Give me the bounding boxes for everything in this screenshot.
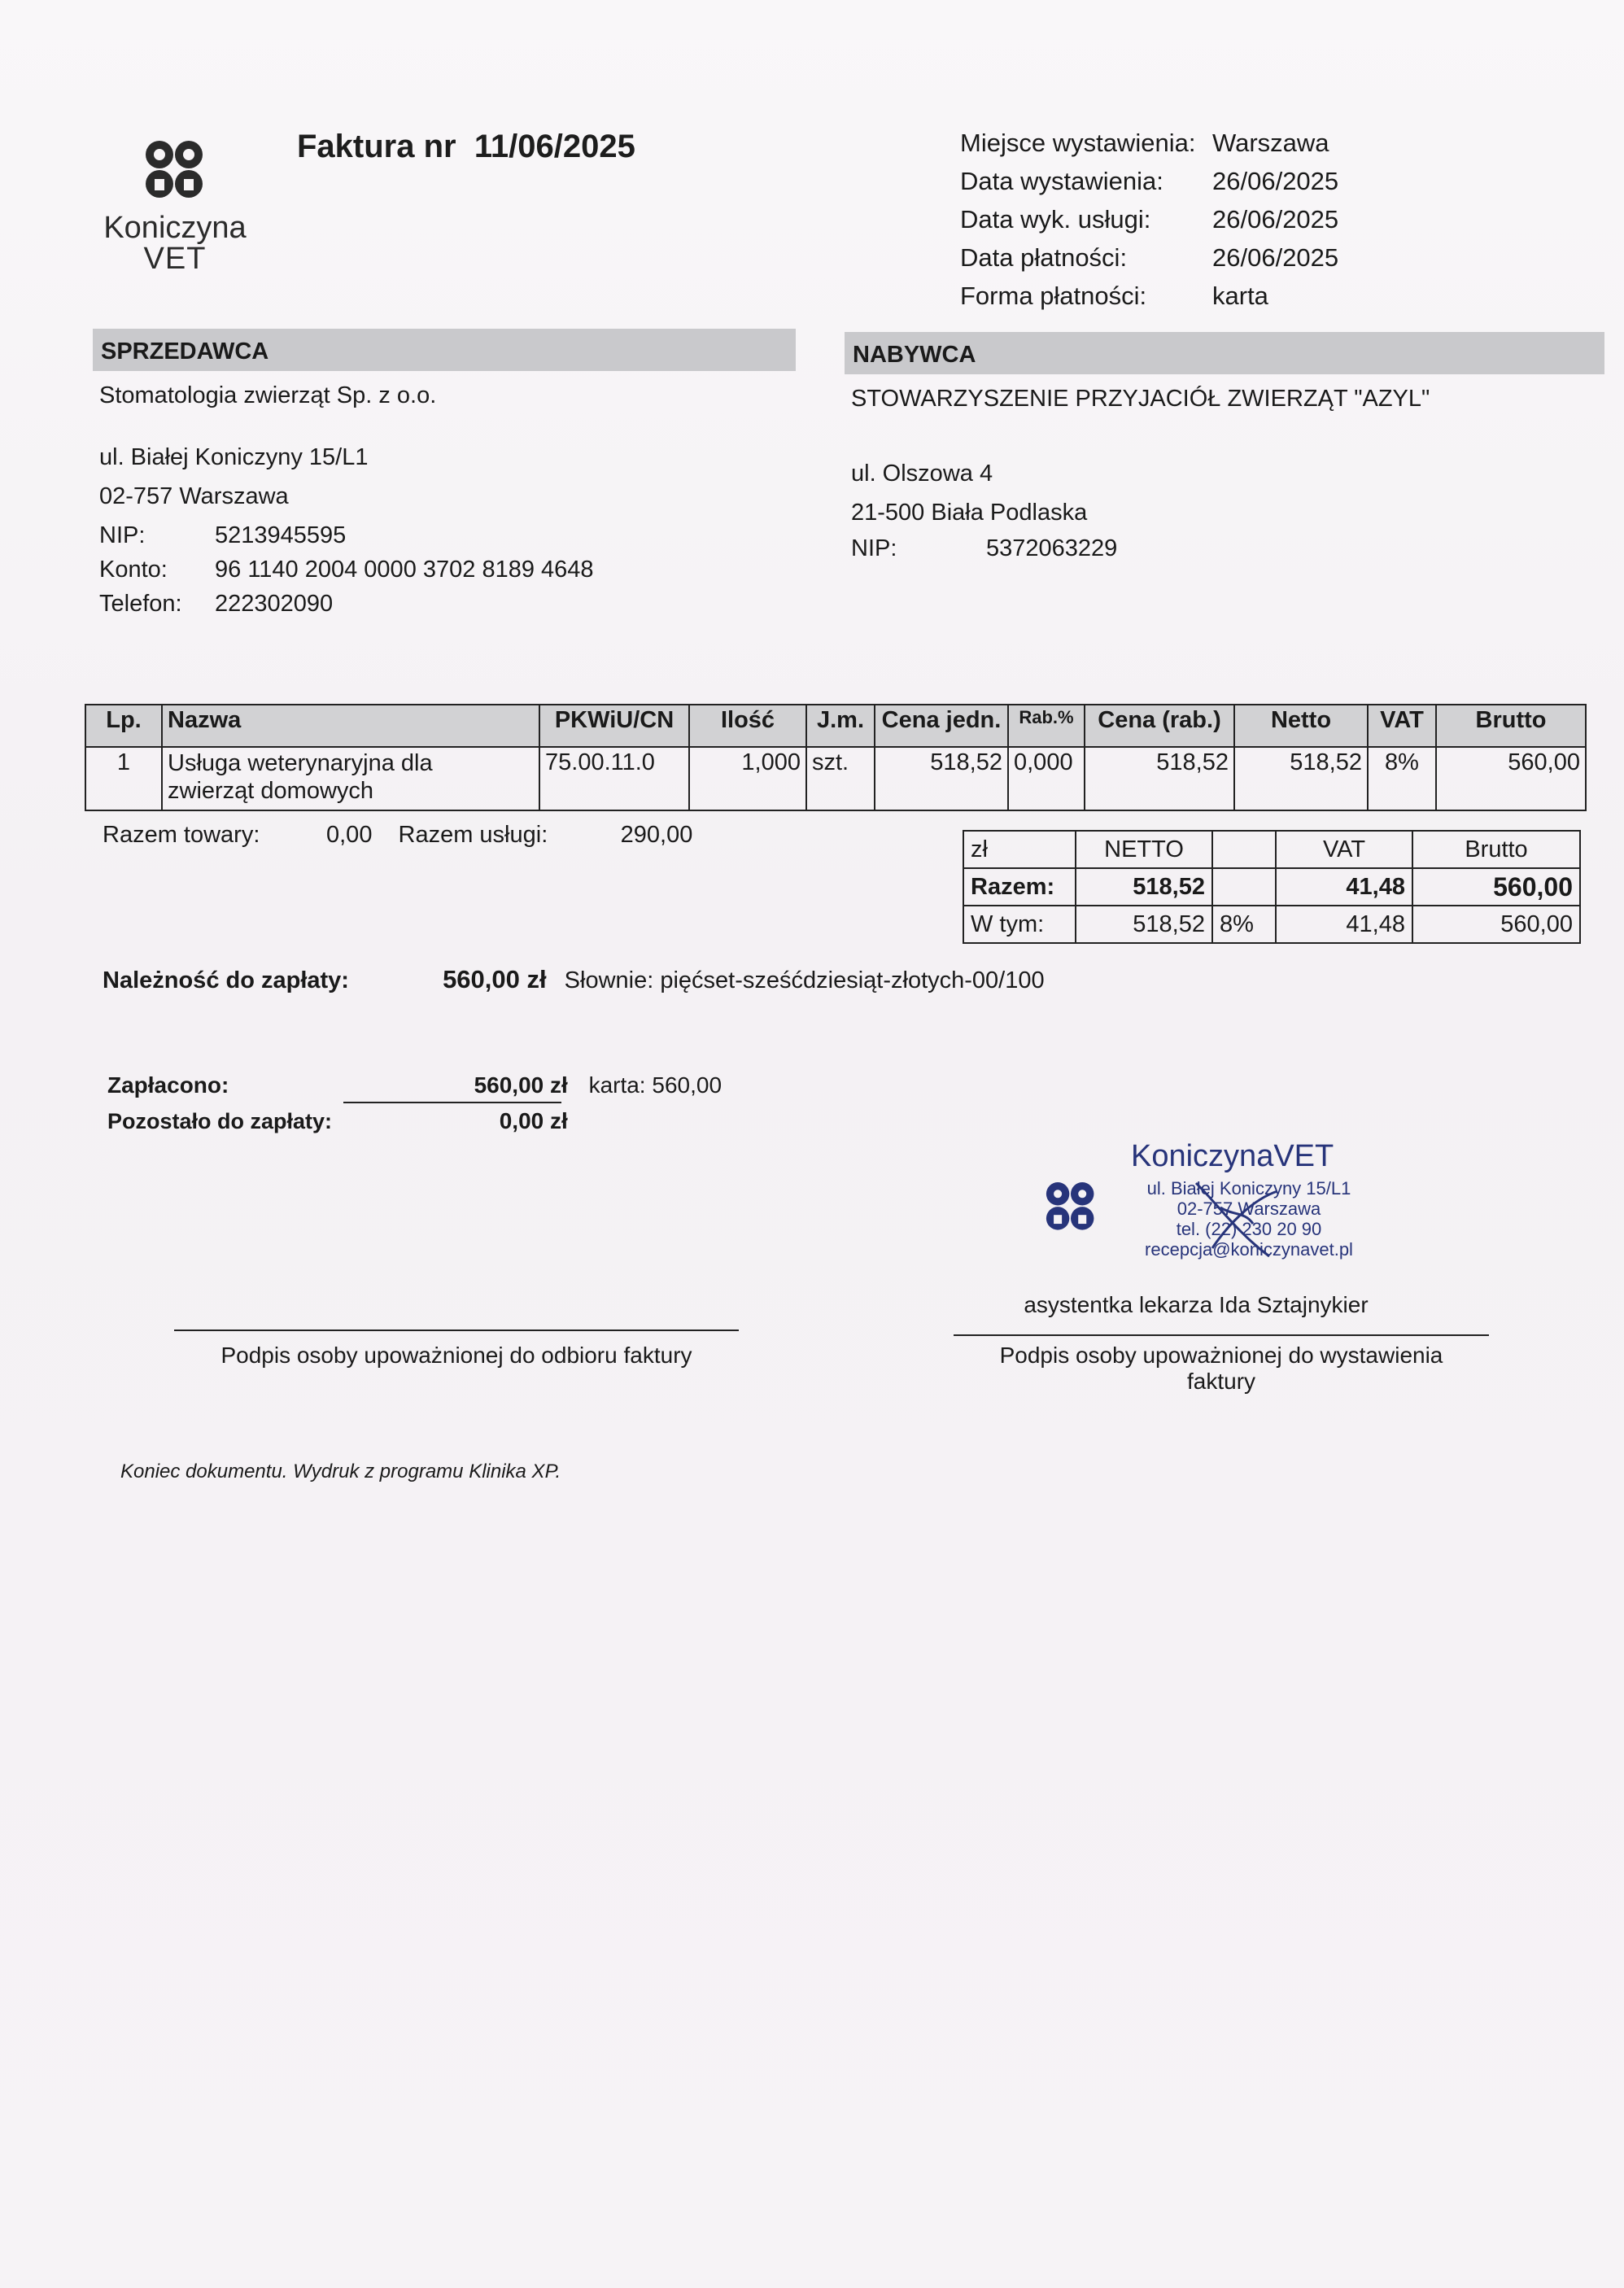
buyer-street: ul. Olszowa 4 <box>851 461 993 487</box>
cell-pkwiu: 75.00.11.0 <box>539 747 689 810</box>
seller-konto: 96 1140 2004 0000 3702 8189 4648 <box>215 557 594 583</box>
cell-cena: 518,52 <box>875 747 1008 810</box>
vat-razem-row <box>963 868 1580 906</box>
razem-uslugi-value: 290,00 <box>620 822 693 848</box>
stamp-street: ul. Białej Koniczyny 15/L1 <box>1146 1178 1351 1199</box>
meta-value: 26/06/2025 <box>1212 243 1339 272</box>
seller-nip: 5213945595 <box>215 522 347 548</box>
col-pkwiu: PKWiU/CN <box>539 705 689 747</box>
col-vat: VAT <box>1368 705 1436 747</box>
stamp-city: 02-757 Warszawa <box>1177 1199 1321 1219</box>
remain-label: Pozostało do zapłaty: <box>107 1109 333 1133</box>
cell-brutto: 560,00 <box>1436 747 1586 810</box>
stamp-title: KoniczynaVET <box>1131 1139 1334 1173</box>
cell-ilosc: 1,000 <box>689 747 806 810</box>
vat-head-zl: zł <box>963 831 1076 868</box>
signature-line-right <box>954 1334 1489 1336</box>
amount-due-label: Należność do zapłaty: <box>103 967 349 993</box>
meta-row <box>960 162 1338 200</box>
vat-wtym-netto: 518,52 <box>1076 906 1212 943</box>
seller-block <box>99 376 799 623</box>
seller-nip-label: NIP: <box>99 522 146 548</box>
footer-note: Koniec dokumentu. Wydruk z programu Klinika XP. <box>120 1461 561 1482</box>
vat-wtym-rate: 8% <box>1212 906 1276 943</box>
meta-label: Miejsce wystawienia: <box>960 129 1196 157</box>
paid-underline <box>343 1102 561 1103</box>
col-jm: J.m. <box>806 705 875 747</box>
meta-label: Data wystawienia: <box>960 167 1163 195</box>
buyer-nip-label: NIP: <box>851 535 897 561</box>
vat-summary-table <box>963 830 1581 944</box>
vat-head-brutto: Brutto <box>1412 831 1580 868</box>
vat-head-netto: NETTO <box>1076 831 1212 868</box>
col-nazwa: Nazwa <box>162 705 539 747</box>
signature-label-right-line2: faktury <box>1186 1369 1256 1394</box>
razem-uslugi-label: Razem usługi: <box>398 822 548 848</box>
vat-head-rate <box>1212 831 1276 868</box>
seller-name: Stomatologia zwierząt Sp. z o.o. <box>99 382 437 408</box>
seller-header: SPRZEDAWCA <box>93 329 796 371</box>
cell-nazwa <box>162 747 539 810</box>
company-logo <box>81 130 268 276</box>
invoice-meta <box>960 124 1338 315</box>
buyer-nip: 5372063229 <box>986 535 1118 561</box>
paid-block <box>107 1072 722 1134</box>
logo-text-koniczyna: Koniczyna <box>103 211 247 245</box>
vat-head-vat: VAT <box>1276 831 1412 868</box>
paid-amount: 560,00 zł <box>474 1072 568 1098</box>
cell-cena-rab: 518,52 <box>1085 747 1234 810</box>
meta-label: Data płatności: <box>960 243 1128 272</box>
cell-lp: 1 <box>85 747 162 810</box>
meta-row <box>960 124 1338 162</box>
vat-razem-label: Razem: <box>963 868 1076 906</box>
col-netto: Netto <box>1234 705 1368 747</box>
amount-due-value: 560,00 zł <box>443 965 547 993</box>
clover-icon <box>130 130 220 212</box>
vat-razem-rate <box>1212 868 1276 906</box>
vat-razem-brutto: 560,00 <box>1412 868 1580 906</box>
col-ilosc: Ilość <box>689 705 806 747</box>
vat-header-row <box>963 831 1580 868</box>
meta-value: karta <box>1212 282 1268 310</box>
vat-razem-netto: 518,52 <box>1076 868 1212 906</box>
seller-tel-label: Telefon: <box>99 591 182 617</box>
totals-left <box>103 822 692 849</box>
razem-towary-value: 0,00 <box>326 822 373 848</box>
meta-value: Warszawa <box>1212 129 1329 157</box>
col-cena: Cena jedn. <box>875 705 1008 747</box>
meta-value: 26/06/2025 <box>1212 167 1339 195</box>
signature-label-right <box>954 1343 1489 1395</box>
seller-street: ul. Białej Koniczyny 15/L1 <box>99 444 369 470</box>
company-stamp <box>1033 1139 1408 1269</box>
col-lp: Lp. <box>85 705 162 747</box>
vat-wtym-brutto: 560,00 <box>1412 906 1580 943</box>
stamp-email: recepcja@koniczynavet.pl <box>1145 1239 1353 1260</box>
buyer-header: NABYWCA <box>845 332 1604 374</box>
cell-rab: 0,000 <box>1008 747 1085 810</box>
col-cena-rab: Cena (rab.) <box>1085 705 1234 747</box>
vat-razem-vat: 41,48 <box>1276 868 1412 906</box>
signature-label-left: Podpis osoby upoważnionej do odbioru faktury <box>220 1343 692 1368</box>
meta-value: 26/06/2025 <box>1212 205 1339 234</box>
paid-label: Zapłacono: <box>107 1072 229 1098</box>
buyer-name: STOWARZYSZENIE PRZYJACIÓŁ ZWIERZĄT "AZYL" <box>851 386 1430 412</box>
cell-netto: 518,52 <box>1234 747 1368 810</box>
meta-label: Data wyk. usługi: <box>960 205 1151 234</box>
meta-label: Forma płatności: <box>960 282 1147 310</box>
cell-vat: 8% <box>1368 747 1436 810</box>
invoice-title: Faktura nr 11/06/2025 <box>297 129 635 164</box>
amount-due-words: Słownie: pięćset-sześćdziesiąt-złotych-00/100 <box>564 967 1045 993</box>
seller-konto-label: Konto: <box>99 557 168 583</box>
stamp-clover-icon <box>1033 1170 1108 1245</box>
col-brutto: Brutto <box>1436 705 1586 747</box>
items-header-row <box>85 705 1586 747</box>
seller-city: 02-757 Warszawa <box>99 483 289 509</box>
vat-wtym-label: W tym: <box>963 906 1076 943</box>
signature-scribble <box>1188 1175 1286 1264</box>
vat-wtym-vat: 41,48 <box>1276 906 1412 943</box>
amount-due <box>103 965 1045 994</box>
table-row <box>85 747 1586 810</box>
cell-nazwa-line2: zwierząt domowych <box>168 778 374 804</box>
razem-towary-label: Razem towary: <box>103 822 260 848</box>
signature-line-left <box>174 1330 739 1331</box>
col-rab: Rab.% <box>1008 705 1085 747</box>
buyer-block <box>851 379 1600 568</box>
meta-row <box>960 238 1338 277</box>
meta-row <box>960 200 1338 238</box>
seller-tel: 222302090 <box>215 591 334 617</box>
buyer-city: 21-500 Biała Podlaska <box>851 500 1088 526</box>
stamp-tel: tel. (22) 230 20 90 <box>1176 1219 1322 1239</box>
signature-label-right-line1: Podpis osoby upoważnionej do wystawienia <box>999 1343 1443 1368</box>
cell-nazwa-line1: Usługa weterynaryjna dla <box>168 750 433 776</box>
meta-row <box>960 277 1338 315</box>
cell-jm: szt. <box>806 747 875 810</box>
paid-method: karta: 560,00 <box>588 1072 723 1098</box>
logo-text-vet: VET <box>143 242 207 276</box>
issuer-name: asystentka lekarza Ida Sztajnykier <box>1024 1292 1369 1317</box>
items-table <box>85 704 1587 811</box>
vat-wtym-row <box>963 906 1580 943</box>
remain-value: 0,00 zł <box>499 1108 568 1133</box>
